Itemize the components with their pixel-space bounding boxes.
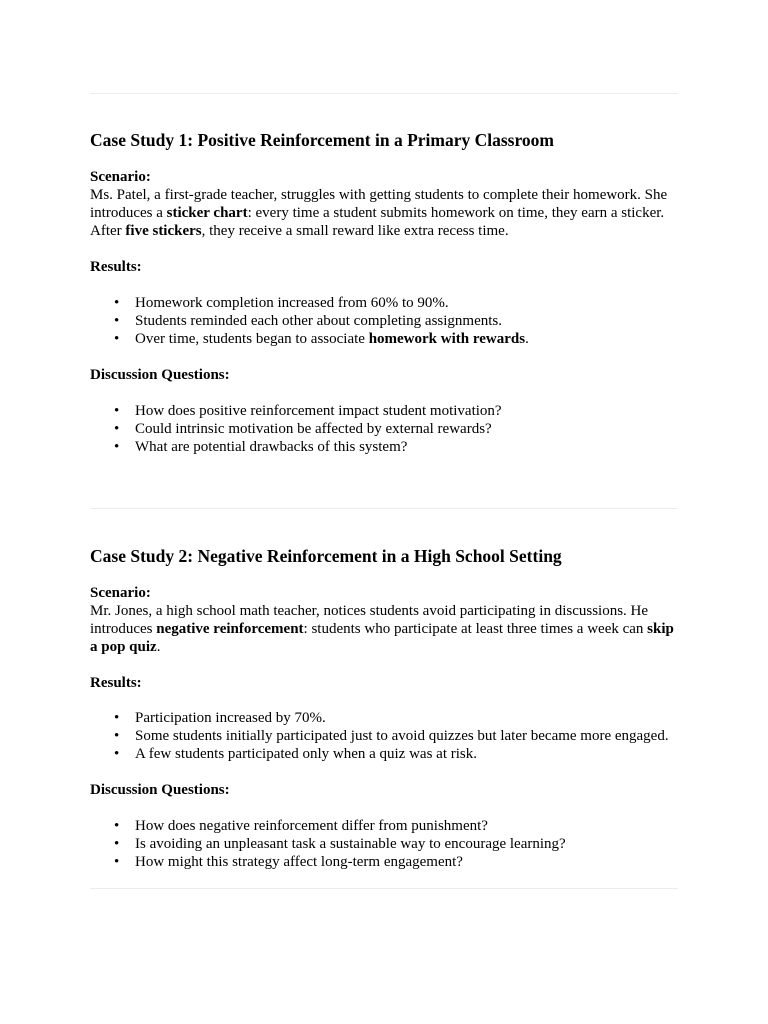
scenario-bold-term: skip a pop quiz <box>90 621 674 655</box>
scenario-bold-term: five stickers <box>125 223 202 239</box>
scenario-text-part: , they receive a small reward like extra recess time. <box>201 223 509 239</box>
scenario-text-part: Ms. Patel, a first-grade teacher, struggles with getting students to complete their homework. She introduces a <box>90 187 668 221</box>
case-study-1 <box>90 129 678 456</box>
case-study-1-results-list <box>90 294 678 348</box>
scenario-text-part: : students who participate at least three times a week can <box>303 621 648 637</box>
case-study-1-results-label: Results: <box>90 259 142 275</box>
list-item: • How might this strategy affect long-term engagement? <box>135 853 678 871</box>
list-item: • Participation increased by 70%. <box>135 709 678 727</box>
list-item-text: . <box>525 331 529 347</box>
list-item-bold: homework with rewards <box>368 331 526 347</box>
case-study-1-title: Case Study 1: Positive Reinforcement in a Primary Classroom <box>90 130 555 150</box>
case-study-1-questions-list <box>90 402 678 456</box>
case-study-2-scenario-label: Scenario: <box>90 585 151 601</box>
scenario-bold-term: negative reinforcement <box>156 621 304 637</box>
case-study-1-scenario-text <box>90 186 678 240</box>
list-item: • Could intrinsic motivation be affected by external rewards? <box>135 420 678 438</box>
scenario-text-part: . <box>156 639 161 655</box>
case-study-1-scenario-label: Scenario: <box>90 169 151 185</box>
divider-middle <box>90 508 678 509</box>
case-study-2-questions-label: Discussion Questions: <box>90 782 230 798</box>
scenario-text-part: Mr. Jones, a high school math teacher, notices students avoid participating in discussions. He introduces <box>90 603 649 637</box>
case-study-2-scenario-text <box>90 602 678 656</box>
divider-top <box>90 93 678 94</box>
case-study-1-questions-label: Discussion Questions: <box>90 367 230 383</box>
list-item: • Some students initially participated just to avoid quizzes but later became more engaged. <box>135 727 678 745</box>
scenario-text-part: : every time a student submits homework on time, they earn a sticker. After <box>90 205 665 239</box>
list-item: • Is avoiding an unpleasant task a sustainable way to encourage learning? <box>135 835 678 853</box>
list-item: • How does negative reinforcement differ from punishment? <box>135 817 678 835</box>
case-study-2 <box>90 545 678 871</box>
list-item: • Homework completion increased from 60% to 90%. <box>135 294 678 312</box>
case-study-2-questions-list <box>90 817 678 871</box>
divider-bottom <box>90 888 678 889</box>
list-item: • Students reminded each other about completing assignments. <box>135 312 678 330</box>
list-item: • A few students participated only when a quiz was at risk. <box>135 745 678 763</box>
scenario-bold-term: sticker chart <box>166 205 248 221</box>
list-item: • How does positive reinforcement impact student motivation? <box>135 402 678 420</box>
list-item-text: Over time, students began to associate <box>135 331 369 347</box>
case-study-2-results-list <box>90 709 678 763</box>
case-study-2-results-label: Results: <box>90 675 142 691</box>
list-item: • What are potential drawbacks of this system? <box>135 438 678 456</box>
case-study-2-title: Case Study 2: Negative Reinforcement in a High School Setting <box>90 546 562 566</box>
list-item <box>135 330 678 348</box>
